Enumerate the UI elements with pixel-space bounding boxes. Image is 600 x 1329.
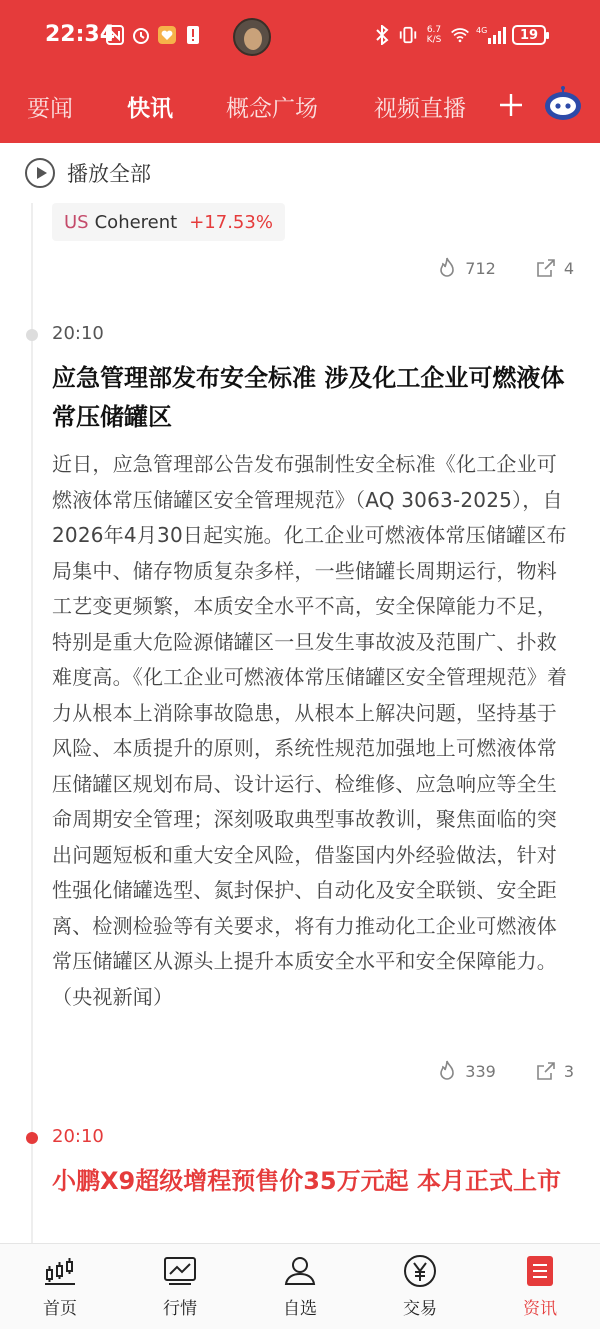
status-time: 22:34 (45, 22, 116, 47)
add-tab-button[interactable] (496, 82, 526, 128)
nav-home[interactable] (20, 1254, 100, 1319)
nav-news[interactable] (500, 1254, 580, 1319)
news-feed[interactable] (0, 143, 600, 1243)
nav-market-label: 行情 (163, 1299, 197, 1319)
user-icon (282, 1254, 318, 1288)
status-icons-right (372, 24, 546, 46)
svg-text:4G: 4G (476, 26, 488, 35)
tab-headlines[interactable]: 要闻 (27, 96, 73, 122)
news-body[interactable]: 近日，应急管理部公告发布强制性安全标准《化工企业可燃液体常压储罐区安全管理规范》（AQ 3063-2025），自2026年4月30日起实施。化工企业可燃液体常压储罐区布局集中、储存物质复杂多样，一些储罐长周期运行，物料工艺变更频繁，本质安全水平不高，安全保障能力不足，特别是重大危险源储罐区一旦发生事故波及范围广、扑救难度高。《化工企业可燃液体常压储罐区安全管理规范》着力从根本上消除事故隐患，从根本上解决问题，坚持基于风险、本质提升的原则，系统性规范加强地上可燃液体常压储罐区规划布局、设计运行、检维修、应急响应等全生命周期安全管理；深刻吸取典型事故教训，聚焦面临的突出问题短板和重大安全风险，借鉴国内外经验做法，针对性强化储罐选型、氮封保护、自动化及安全联锁、安全距离、检测检验等有关要求，将有力推动化工企业可燃液体常压储罐区从源头上提升本质安全水平和安全保障能力。（央视新闻） (52, 452, 568, 1009)
timeline-dot (26, 329, 38, 341)
nav-trade[interactable] (380, 1254, 460, 1319)
prev-item-stats (437, 257, 574, 279)
yuan-icon (402, 1254, 438, 1288)
status-icons-left (105, 24, 203, 46)
chart-icon (162, 1254, 198, 1288)
news-time: 20:10 (52, 323, 104, 344)
timeline-dot-active (26, 1132, 38, 1144)
cellular-signal-icon (476, 24, 506, 46)
news-time: 20:10 (52, 1126, 104, 1147)
like-button[interactable] (437, 257, 496, 279)
stock-chip[interactable] (52, 203, 285, 241)
share-button[interactable] (536, 1061, 574, 1081)
top-tabs (0, 82, 600, 128)
app-header (0, 0, 600, 143)
play-all-label: 播放全部 (67, 162, 151, 186)
heart-app-icon (157, 24, 177, 46)
share-icon (536, 258, 556, 278)
bottom-nav (0, 1243, 600, 1329)
avatar[interactable] (233, 18, 271, 56)
status-bar (0, 0, 600, 76)
warning-icon (183, 24, 203, 46)
news-title[interactable]: 小鹏X9超级增程预售价35万元起 本月正式上市 (52, 1167, 561, 1195)
news-title[interactable]: 应急管理部发布安全标准 涉及化工企业可燃液体常压储罐区 (52, 364, 565, 431)
play-icon (25, 158, 55, 188)
nav-trade-label: 交易 (403, 1299, 437, 1319)
like-count: 339 (465, 1061, 496, 1081)
nav-market[interactable] (140, 1254, 220, 1319)
tab-video-live[interactable]: 视频直播 (374, 96, 466, 122)
bluetooth-icon (372, 24, 392, 46)
news-icon (522, 1254, 558, 1288)
timeline-line (31, 203, 33, 1243)
share-button[interactable] (536, 258, 574, 278)
tab-flash-news[interactable]: 快讯 (127, 96, 173, 122)
nav-home-label: 首页 (43, 1299, 77, 1319)
stock-name: Coherent (94, 211, 178, 233)
candlestick-icon (42, 1254, 78, 1288)
news-stats (437, 1060, 574, 1082)
stock-change: +17.53% (189, 211, 273, 233)
flame-icon (437, 257, 457, 279)
nfc-icon (105, 24, 125, 46)
like-button[interactable] (437, 1060, 496, 1082)
tab-concept-square[interactable]: 概念广场 (226, 96, 318, 122)
nav-watchlist[interactable] (260, 1254, 340, 1319)
wifi-icon (450, 24, 470, 46)
flame-icon (437, 1060, 457, 1082)
share-icon (536, 1061, 556, 1081)
share-count: 3 (563, 1061, 574, 1081)
vibrate-icon (398, 24, 418, 46)
nav-news-label: 资讯 (523, 1299, 557, 1319)
play-all-button[interactable] (25, 158, 151, 188)
stock-market: US (64, 211, 89, 233)
net-speed-icon: 6.7 K/S (426, 25, 442, 45)
robot-assistant-icon[interactable] (543, 86, 583, 122)
nav-watchlist-label: 自选 (283, 1299, 317, 1319)
alarm-icon (131, 24, 151, 46)
share-count: 4 (563, 258, 574, 278)
like-count: 712 (465, 258, 496, 278)
battery-indicator: 19 (512, 25, 546, 45)
